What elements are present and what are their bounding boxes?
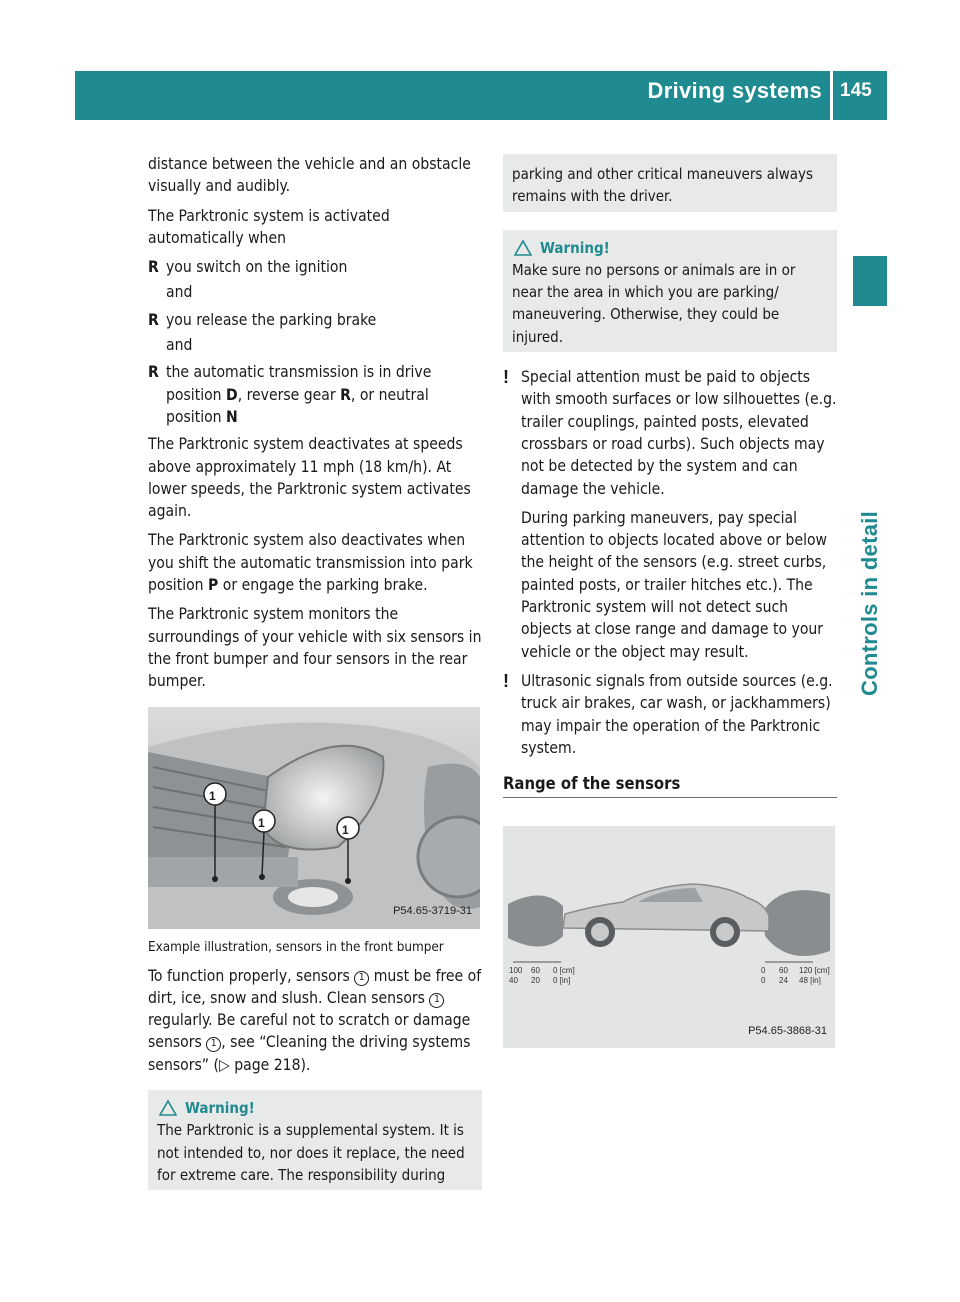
bullet-text: , or neutral position bbox=[166, 385, 429, 426]
sensor-range-illustration bbox=[503, 826, 835, 1048]
bullet-mark: R bbox=[148, 310, 159, 329]
activated-text: The Parktronic system is activated automatically when bbox=[148, 206, 390, 247]
warning-header bbox=[512, 237, 828, 259]
scale-label: 20 bbox=[531, 976, 540, 986]
text-run: or engage the parking brake. bbox=[218, 576, 428, 595]
page-number: 145 bbox=[840, 80, 872, 101]
notice-text: Ultrasonic signals from outside sources (e.g. truck air brakes, car wash, or jackhammers) may impair the operation of the Parktronic system. bbox=[521, 671, 833, 757]
scale-label: 120 [cm] bbox=[799, 966, 830, 976]
bullet-mark: R bbox=[148, 258, 159, 277]
warning-title: Warning! bbox=[540, 238, 610, 257]
bullet-item bbox=[148, 309, 482, 357]
warning-box bbox=[503, 230, 837, 352]
text-run: To function properly, sensors bbox=[148, 966, 355, 985]
warning-triangle-icon bbox=[159, 1100, 177, 1116]
page-ref-arrow-icon: ▷ bbox=[219, 1055, 230, 1074]
figure-caption: Example illustration, sensors in the front bumper bbox=[148, 939, 444, 955]
scale-label: 0 bbox=[761, 966, 766, 976]
side-label bbox=[857, 316, 887, 696]
bullet-text: you release the parking brake bbox=[166, 310, 377, 329]
notice-item bbox=[503, 366, 837, 663]
bullet-text: , reverse gear bbox=[237, 385, 341, 404]
warning-header bbox=[157, 1097, 473, 1119]
left-column bbox=[148, 153, 482, 1190]
warning-box-continued bbox=[503, 154, 837, 212]
callout-1-icon: 1 bbox=[429, 993, 444, 1008]
text-run: The Parktronic system also deactivates when you shift the automatic transmission into park position bbox=[148, 531, 473, 595]
front-bumper-figure bbox=[148, 707, 480, 929]
figure-code: P54.65-3868-31 bbox=[748, 1025, 827, 1038]
deactivate-park-text bbox=[148, 529, 482, 596]
sensor-range-figure bbox=[503, 826, 835, 1048]
scale-label: 40 bbox=[509, 976, 518, 986]
bullet-item bbox=[148, 256, 482, 304]
side-tab-marker bbox=[853, 256, 887, 306]
page-reference-link[interactable]: page 218). bbox=[229, 1055, 311, 1074]
intro-text: distance between the vehicle and an obstacle visually and audibly. bbox=[148, 155, 471, 196]
left-scale bbox=[509, 966, 593, 986]
scale-label: 0 bbox=[761, 976, 766, 986]
and-text: and bbox=[166, 336, 193, 355]
bullet-text: you switch on the ignition bbox=[166, 258, 348, 277]
callout-1-icon: 1 bbox=[206, 1037, 221, 1052]
gear-p: P bbox=[208, 576, 219, 595]
gear-r: R bbox=[340, 385, 351, 404]
warning-title: Warning! bbox=[185, 1099, 255, 1118]
notice-exclamation-icon: ! bbox=[503, 670, 509, 691]
scale-label: 48 [in] bbox=[799, 976, 821, 986]
notice-text: During parking maneuvers, pay special attention to objects located above or below the height of the sensors (e.g. street curbs, painted posts, or trailer hitches etc.). The Parktronic system will not detect such objects at close range and damage to your vehicle or the object may result. bbox=[521, 508, 828, 661]
notice-text: Special attention must be paid to objects with smooth surfaces or low silhouettes (e.g. trailer couplings, painted posts, elevated crossbars or road curbs). Such objects may not be detected by the system and can damage the vehicle. bbox=[521, 368, 837, 498]
warning-triangle-icon bbox=[514, 240, 532, 256]
bullet-item bbox=[148, 361, 482, 428]
callout-1-icon: 1 bbox=[354, 971, 369, 986]
scale-label: 24 bbox=[779, 976, 788, 986]
scale-label: 0 [in] bbox=[553, 976, 571, 986]
text-run: , see “Cleaning the driving systems sensors” ( bbox=[148, 1033, 471, 1074]
deactivate-speed-text: The Parktronic system deactivates at speeds above approximately 11 mph (18 km/h). At lower speeds, the Parktronic system activates again. bbox=[148, 435, 471, 521]
warning-text: The Parktronic is a supplemental system. It is not intended to, nor does it replace, the need for extreme care. The responsibility during bbox=[157, 1121, 465, 1184]
scale-label: 60 bbox=[779, 966, 788, 976]
bullet-mark: R bbox=[148, 363, 159, 382]
front-bumper-illustration bbox=[148, 707, 480, 929]
section-title: Driving systems bbox=[647, 78, 822, 103]
callout-number: 1 bbox=[209, 788, 216, 803]
range-heading: Range of the sensors bbox=[503, 773, 837, 798]
warning-continued-text: parking and other critical maneuvers always remains with the driver. bbox=[512, 165, 814, 206]
gear-d: D bbox=[226, 385, 238, 404]
header-divider bbox=[830, 71, 833, 120]
bullet-text: the automatic transmission is in drive position bbox=[166, 363, 432, 404]
callout-number: 1 bbox=[342, 822, 349, 837]
callout-number: 1 bbox=[258, 815, 265, 830]
warning-text: Make sure no persons or animals are in or near the area in which you are parking/ maneuvering. Otherwise, they could be injured. bbox=[512, 260, 796, 346]
scale-label: 100 bbox=[509, 966, 523, 976]
warning-box bbox=[148, 1090, 482, 1190]
right-column bbox=[503, 148, 837, 1048]
text-run: regularly. Be careful not to scratch or damage sensors bbox=[148, 1011, 471, 1052]
scale-label: 0 [cm] bbox=[553, 966, 575, 976]
gear-n: N bbox=[226, 407, 238, 426]
monitors-text: The Parktronic system monitors the surroundings of your vehicle with six sensors in the front bumper and four sensors in the rear bumper. bbox=[148, 605, 482, 691]
scale-label: 60 bbox=[531, 966, 540, 976]
right-scale bbox=[761, 966, 833, 986]
notice-exclamation-icon: ! bbox=[503, 367, 509, 388]
notice-item bbox=[503, 670, 837, 759]
figure-code: P54.65-3719-31 bbox=[393, 905, 472, 918]
and-text: and bbox=[166, 283, 193, 302]
function-text bbox=[148, 965, 482, 1076]
text-run: must be free of dirt, ice, snow and slush. Clean sensors bbox=[148, 966, 482, 1007]
side-label-text: Controls in detail bbox=[857, 510, 882, 696]
